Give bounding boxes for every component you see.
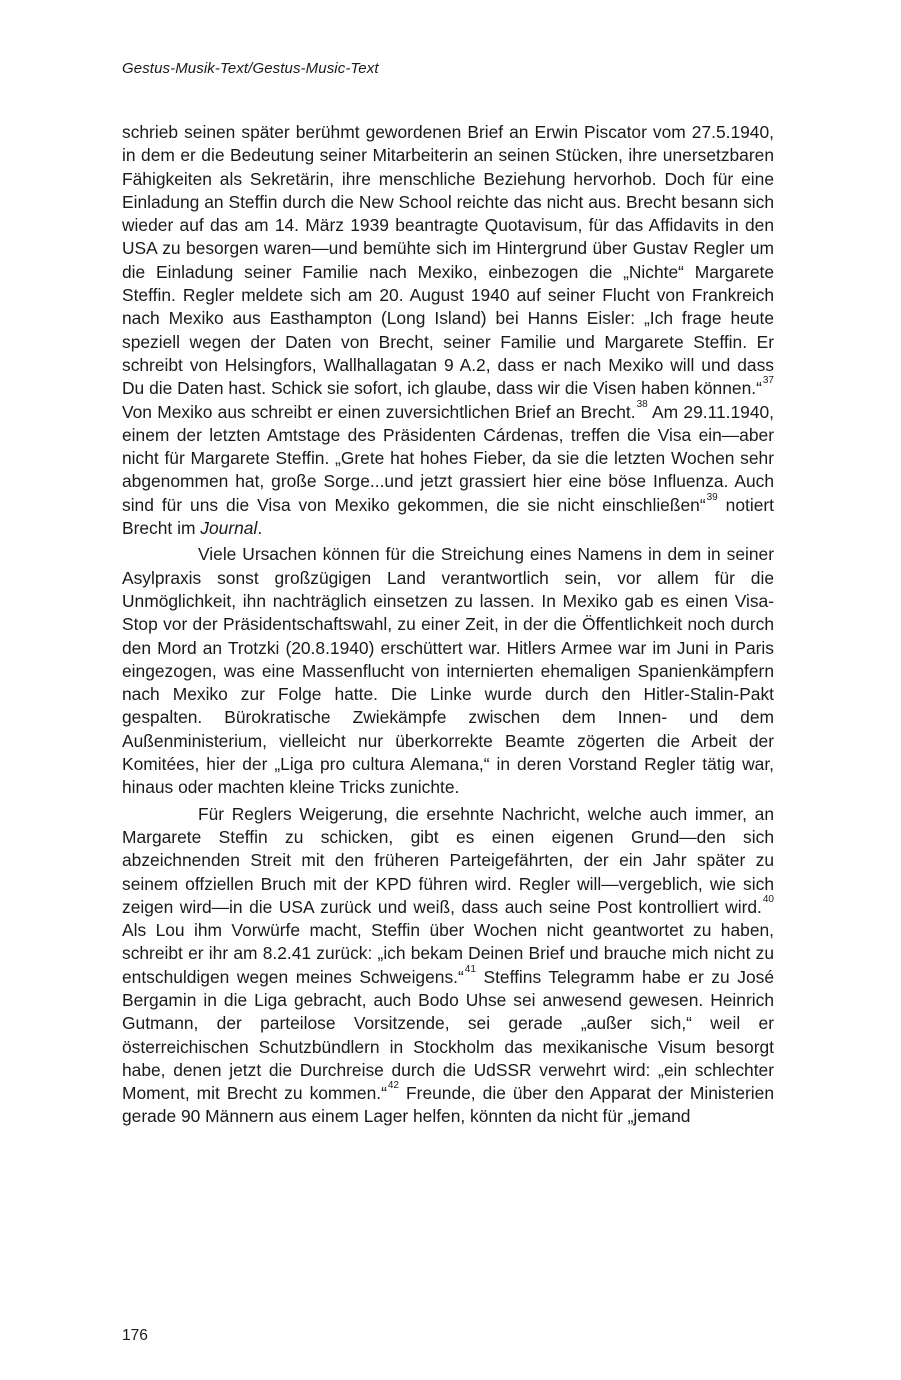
text-run: Von Mexiko aus schreibt er einen zuversichtlichen Brief an Brecht. (122, 401, 636, 422)
footnote-marker: 39 (706, 491, 718, 503)
footnote-marker: 42 (387, 1080, 399, 1092)
footnote-marker: 38 (636, 398, 648, 410)
text-run: . (257, 518, 263, 539)
text-run: Steffins Telegramm habe er zu José Bergamin in die Liga gebracht, auch Bodo Uhse sei anwesend gewesen. Heinrich Gutmann, der parteilose Vorsitzende, sei gerade „außer sich,“ weil er österreichischen Schutzbündlern in Stockholm das mexikanische Visum besorgt habe, denen jetzt die Durchreise durch die UdSSR verwehrt wird: „ein schlechter Moment, mit Brecht zu kommen.“ (122, 966, 774, 1104)
footnote-marker: 40 (762, 893, 774, 905)
footnote-marker: 41 (464, 963, 476, 975)
text-run: Freunde, die über den Apparat der Ministerien gerade 90 Männern aus einem Lager helfen, könnten da nicht für „jemand (122, 1083, 774, 1127)
body-text (122, 121, 774, 1129)
footnote-marker: 37 (762, 375, 774, 387)
paragraph (122, 121, 774, 540)
paragraph (122, 543, 774, 799)
text-run: schrieb seinen später berühmt gewordenen Brief an Erwin Piscator vom 27.5.1940, in dem er die Bedeutung seiner Mitarbeiterin an seinen Stücken, ihre unersetzbaren Fähigkeiten als Sekretärin, ihre menschliche Beziehung hervorhob. Doch für eine Einladung an Steffin durch die New School reichte das nicht aus. Brecht besann sich wieder auf das am 14. März 1939 beantragte Quotavisum, für das Affidavits in den USA zu besorgen waren—und bemühte sich im Hintergrund über Gustav Regler um die Einladung seiner Familie nach Mexiko, einbezogen die „Nichte“ Margarete Steffin. Regler meldete sich am 20. August 1940 auf seiner Flucht von Frankreich nach Mexiko aus Easthampton (Long Island) bei Hanns Eisler: „Ich frage heute speziell wegen der Daten von Brecht, seiner Familie und Margarete Steffin. Er schreibt von Helsingfors, Wallhallagatan 9 A.2, dass er nach Mexiko will und dass Du die Daten hast. Schick sie sofort, ich glaube, dass wir die Visen haben können.“ (122, 122, 774, 399)
text-run: Als Lou ihm Vorwürfe macht, Steffin über Wochen nicht geantwortet zu haben, schreibt er ihr am 8.2.41 zurück: „ich bekam Deinen Brief und brauche mich nicht zu entschuldigen wegen meines Schweigens.“ (122, 920, 774, 987)
italic-title: Journal (200, 518, 258, 539)
text-run: Für Reglers Weigerung, die ersehnte Nachricht, welche auch immer, an Margarete Steffin zu schicken, gibt es einen eigenen Grund—den sich abzeichnenden Streit mit den früheren Parteigefährten, der ein Jahr später zu seinem offziellen Bruch mit der KPD führen wird. Regler will—vergeblich, wie sich zeigen wird—in die USA zurück und weiß, dass auch seine Post kontrolliert wird. (122, 803, 774, 917)
text-run: notiert Brecht im (122, 494, 774, 539)
page-number: 176 (122, 1327, 148, 1344)
text-run: Am 29.11.1940, einem der letzten Amtstage des Präsidenten Cárdenas, treffen die Visa ein—aber nicht für Margarete Steffin. „Grete hat hohes Fieber, da sie die letzten Wochen sehr abgenommen hat, große Sorge...und jetzt grassiert hier eine böse Influenza. Auch sind für uns die Visa von Mexiko gekommen, die sie nicht einschließen“ (122, 401, 774, 515)
paragraph (122, 803, 774, 1129)
text-run: Viele Ursachen können für die Streichung eines Namens in dem in seiner Asylpraxis sonst großzügigen Land verantwortlich sein, vor allem für die Unmöglichkeit, ihn nachträglich einsetzen zu lassen. In Mexiko gab es einen Visa-Stop vor der Präsidentschaftswahl, zu einer Zeit, in der die Öffentlichkeit noch durch den Mord an Trotzki (20.8.1940) erschüttert war. Hitlers Armee war im Juni in Paris eingezogen, was eine Massenflucht von internierten ehemaligen Spanienkämpfern nach Mexiko zur Folge hatte. Die Linke wurde durch den Hitler-Stalin-Pakt gespalten. Bürokratische Zwiekämpfe zwischen dem Innen- und dem Außenministerium, vielleicht nur überkorrekte Beamte zögerten die Arbeit der Komitées, hier der „Liga pro cultura Alemana,“ in deren Vorstand Regler tätig war, hinaus oder machten kleine Tricks zunichte. (122, 544, 774, 798)
running-head: Gestus-Musik-Text/Gestus-Music-Text (122, 60, 379, 77)
